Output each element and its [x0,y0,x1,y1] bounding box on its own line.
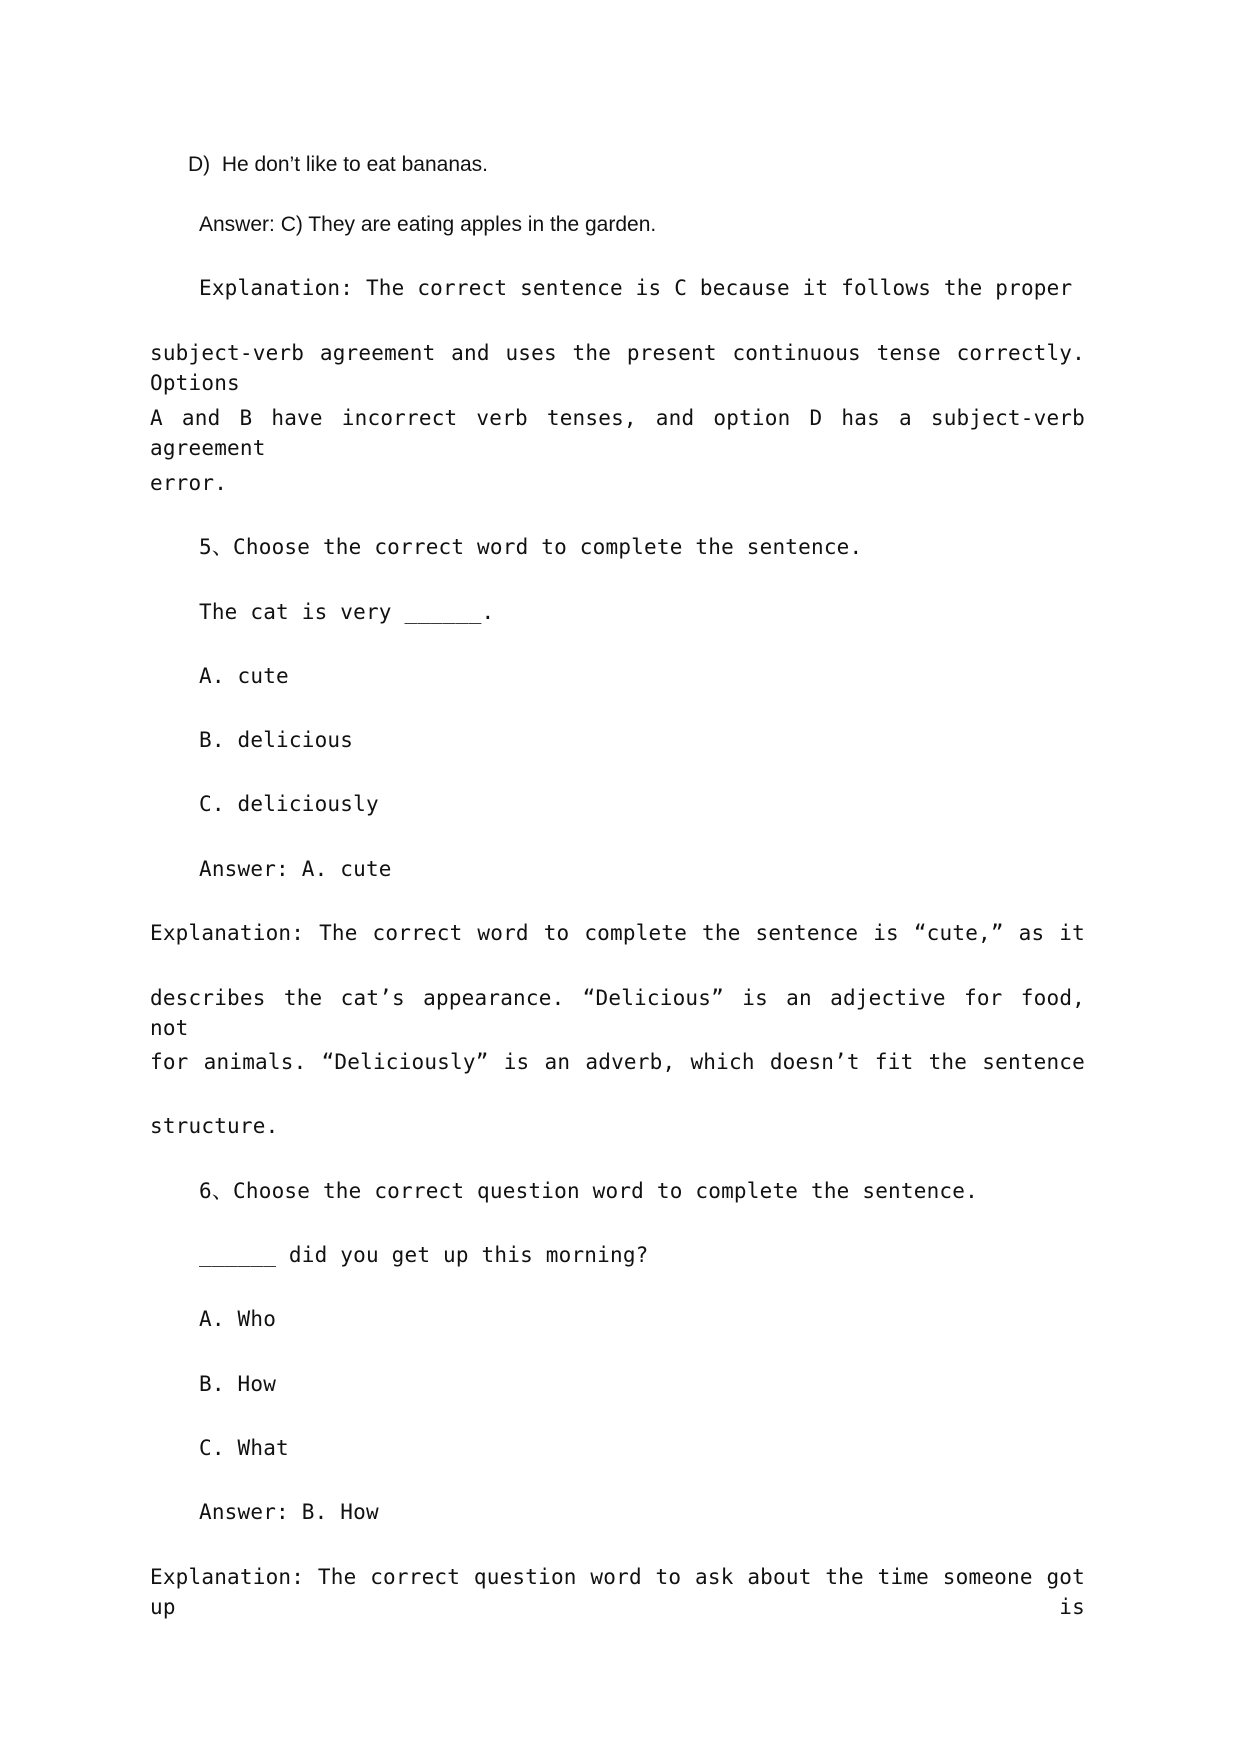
question-6-option-c: C. What [199,1436,289,1460]
question-6-sentence: ______ did you get up this morning? [199,1243,649,1267]
explanation-line: Explanation: The correct question word to ask about the time someone got up is [150,1565,1085,1619]
explanation-line: error. [150,471,228,495]
question-5-sentence: The cat is very ______. [199,600,495,624]
explanation-line: for animals. “Deliciously” is an adverb, which doesn’t fit the sentence [150,1050,1085,1074]
explanation-line: Explanation: The correct word to complete the sentence is “cute,” as it [150,921,1085,945]
explanation-line: structure. [150,1114,279,1138]
answer-text: Answer: C) They are eating apples in the garden. [199,213,657,236]
option-d-text: D) He don’t like to eat bananas. [188,153,489,176]
question-6-prompt: 6、Choose the correct question word to complete the sentence. [199,1179,978,1203]
explanation-line: describes the cat’s appearance. “Delicious” is an adjective for food, not [150,986,1085,1040]
question-5-prompt: 5、Choose the correct word to complete the sentence. [199,535,863,559]
question-6-option-a: A. Who [199,1307,277,1331]
question-6-answer: Answer: B. How [199,1500,379,1524]
question-6-option-b: B. How [199,1372,277,1396]
question-5-option-b: B. delicious [199,728,354,752]
question-5-answer: Answer: A. cute [199,857,392,881]
question-5-option-a: A. cute [199,664,289,688]
explanation-line: Explanation: The correct sentence is C because it follows the proper [199,276,1073,300]
explanation-line: subject-verb agreement and uses the present continuous tense correctly. Options [150,341,1085,395]
question-5-option-c: C. deliciously [199,792,379,816]
explanation-line: A and B have incorrect verb tenses, and option D has a subject-verb agreement [150,406,1085,460]
